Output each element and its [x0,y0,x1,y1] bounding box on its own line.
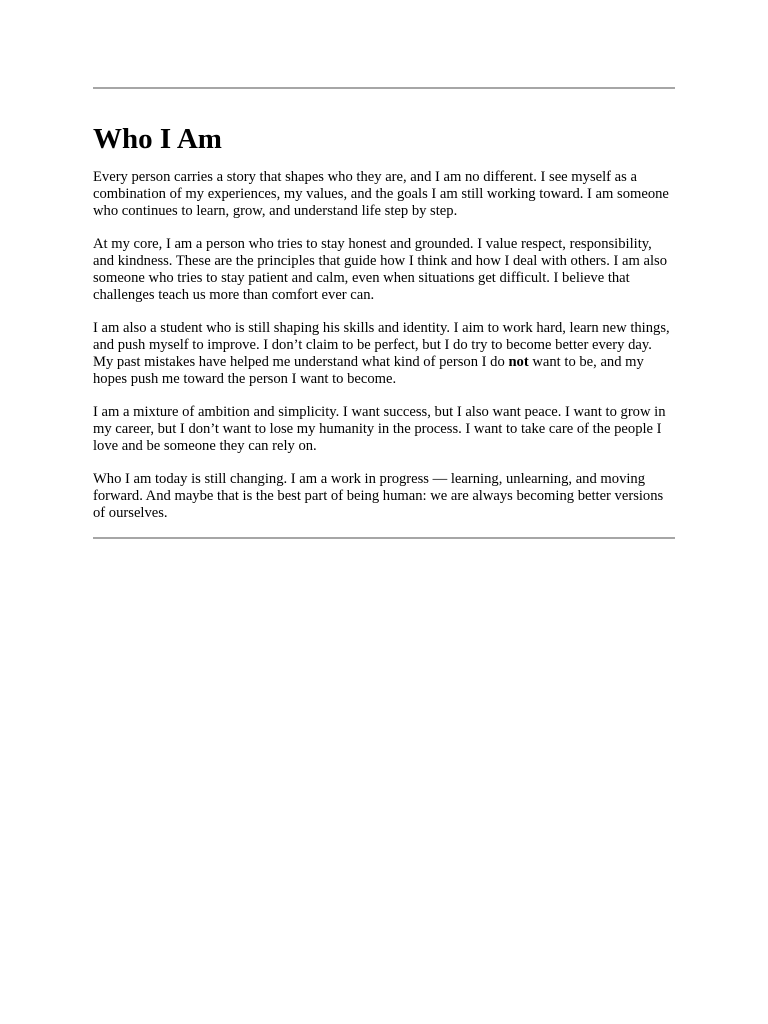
paragraph-5: Who I am today is still changing. I am a work in progress — learning, unlearning, and moving forward. And maybe that is the best part of being human: we are always becoming better versions of ourselves. [93,471,664,521]
document-title: Who I Am [93,123,222,155]
paragraph-3-emphasis: not [508,354,529,370]
paragraph-3 [93,320,675,388]
bottom-divider [93,537,675,539]
top-divider [93,87,675,89]
paragraph-4: I am a mixture of ambition and simplicity. I want success, but I also want peace. I want to grow in my career, but I don’t want to lose my humanity in the process. I want to take care of the people I love and be someone they can rely on. [93,404,666,454]
paragraph-3-text-before: I am also a student who is still shaping his skills and identity. I aim to work hard, learn new things, and push myself to improve. I don’t claim to be perfect, but I do try to become better every day. My past mistakes have helped me understand what kind of person I do [93,320,670,370]
document-body [93,169,675,522]
document-page [93,87,675,539]
paragraph-1: Every person carries a story that shapes who they are, and I am no different. I see myself as a combination of my experiences, my values, and the goals I am still working toward. I am someone who continues to learn, grow, and understand life step by step. [93,169,669,219]
paragraph-3-text-after: want to be, and my hopes push me toward the person I want to become. [93,354,644,387]
paragraph-2: At my core, I am a person who tries to stay honest and grounded. I value respect, responsibility, and kindness. These are the principles that guide how I think and how I deal with others. I am also someone who tries to stay patient and calm, even when situations get difficult. I believe that challenges teach us more than comfort ever can. [93,236,668,303]
